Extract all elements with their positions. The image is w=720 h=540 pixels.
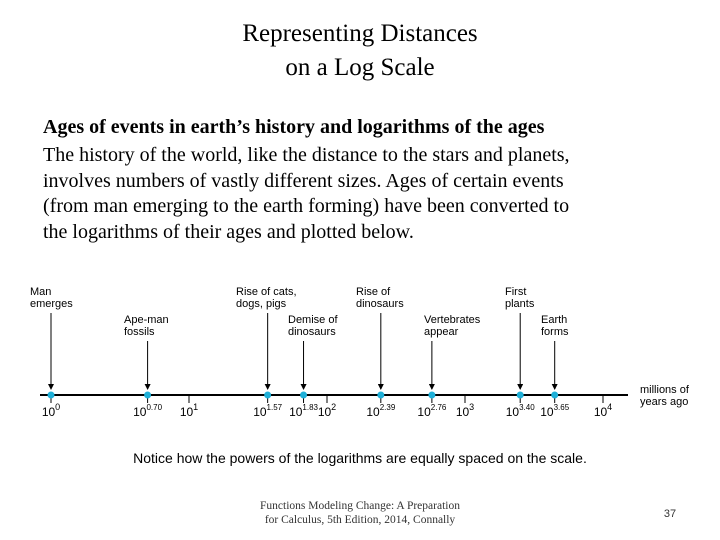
event-dot [300, 392, 307, 399]
slide-title-line: Representing Distances [242, 20, 478, 47]
axis-label [640, 384, 692, 408]
log-scale-timeline [0, 280, 720, 430]
power-tick-label: $10^2$ [317, 402, 337, 419]
event-power-label: $10^{1.83}$ [289, 403, 319, 419]
event-label: Ape-man fossils [124, 314, 169, 338]
event-label: Man emerges [30, 286, 73, 310]
event-power-label: $10^0$ [41, 402, 61, 419]
power-tick-label: $10^4$ [593, 402, 613, 419]
event-power-label: $10^{3.40}$ [505, 403, 535, 419]
slide-title-line: on a Log Scale [285, 54, 435, 81]
footer-line: for Calculus, 5th Edition, 2014, Connally [264, 514, 456, 526]
event-power-label: $10^{0.70}$ [133, 403, 163, 419]
slide-title [0, 17, 720, 85]
notice-text: Notice how the powers of the logarithms are equally spaced on the scale. [133, 450, 587, 466]
power-tick-label: $10^3$ [455, 402, 475, 419]
power-tick-label: $10^1$ [179, 402, 199, 419]
footer-citation [240, 499, 480, 527]
paragraph-line: involves numbers of vastly different sizes. Ages of certain events [43, 169, 564, 192]
event-label: Demise of dinosaurs [288, 314, 338, 338]
event-power-label: $10^{3.65}$ [540, 403, 570, 419]
axis-label-line: years ago [640, 396, 689, 408]
page-number: 37 [663, 508, 677, 520]
event-dot [517, 392, 524, 399]
event-power-label: $10^{2.76}$ [417, 403, 447, 419]
paragraph-line: (from man emerging to the earth forming) have been converted to [43, 195, 570, 217]
event-dot [377, 392, 384, 399]
event-label: Rise of cats, dogs, pigs [236, 286, 297, 310]
event-dot [48, 392, 55, 399]
body-paragraph [43, 143, 703, 245]
paragraph-line: the logarithms of their ages and plotted below. [43, 220, 414, 243]
event-dot [428, 392, 435, 399]
event-power-label: $10^{1.57}$ [253, 403, 283, 419]
event-label: First plants [505, 286, 535, 310]
event-label: Rise of dinosaurs [356, 286, 404, 310]
section-heading: Ages of events in earth’s history and logarithms of the ages [43, 116, 545, 138]
event-dot [264, 392, 271, 399]
axis-label-line: millions of [640, 384, 689, 396]
event-power-label: $10^{2.39}$ [366, 403, 396, 419]
paragraph-line: The history of the world, like the distance to the stars and planets, [43, 144, 570, 166]
event-dot [144, 392, 151, 399]
event-label: Vertebrates appear [424, 314, 481, 338]
event-dot [551, 392, 558, 399]
footer-line: Functions Modeling Change: A Preparation [260, 500, 460, 512]
event-label: Earth forms [541, 314, 569, 338]
